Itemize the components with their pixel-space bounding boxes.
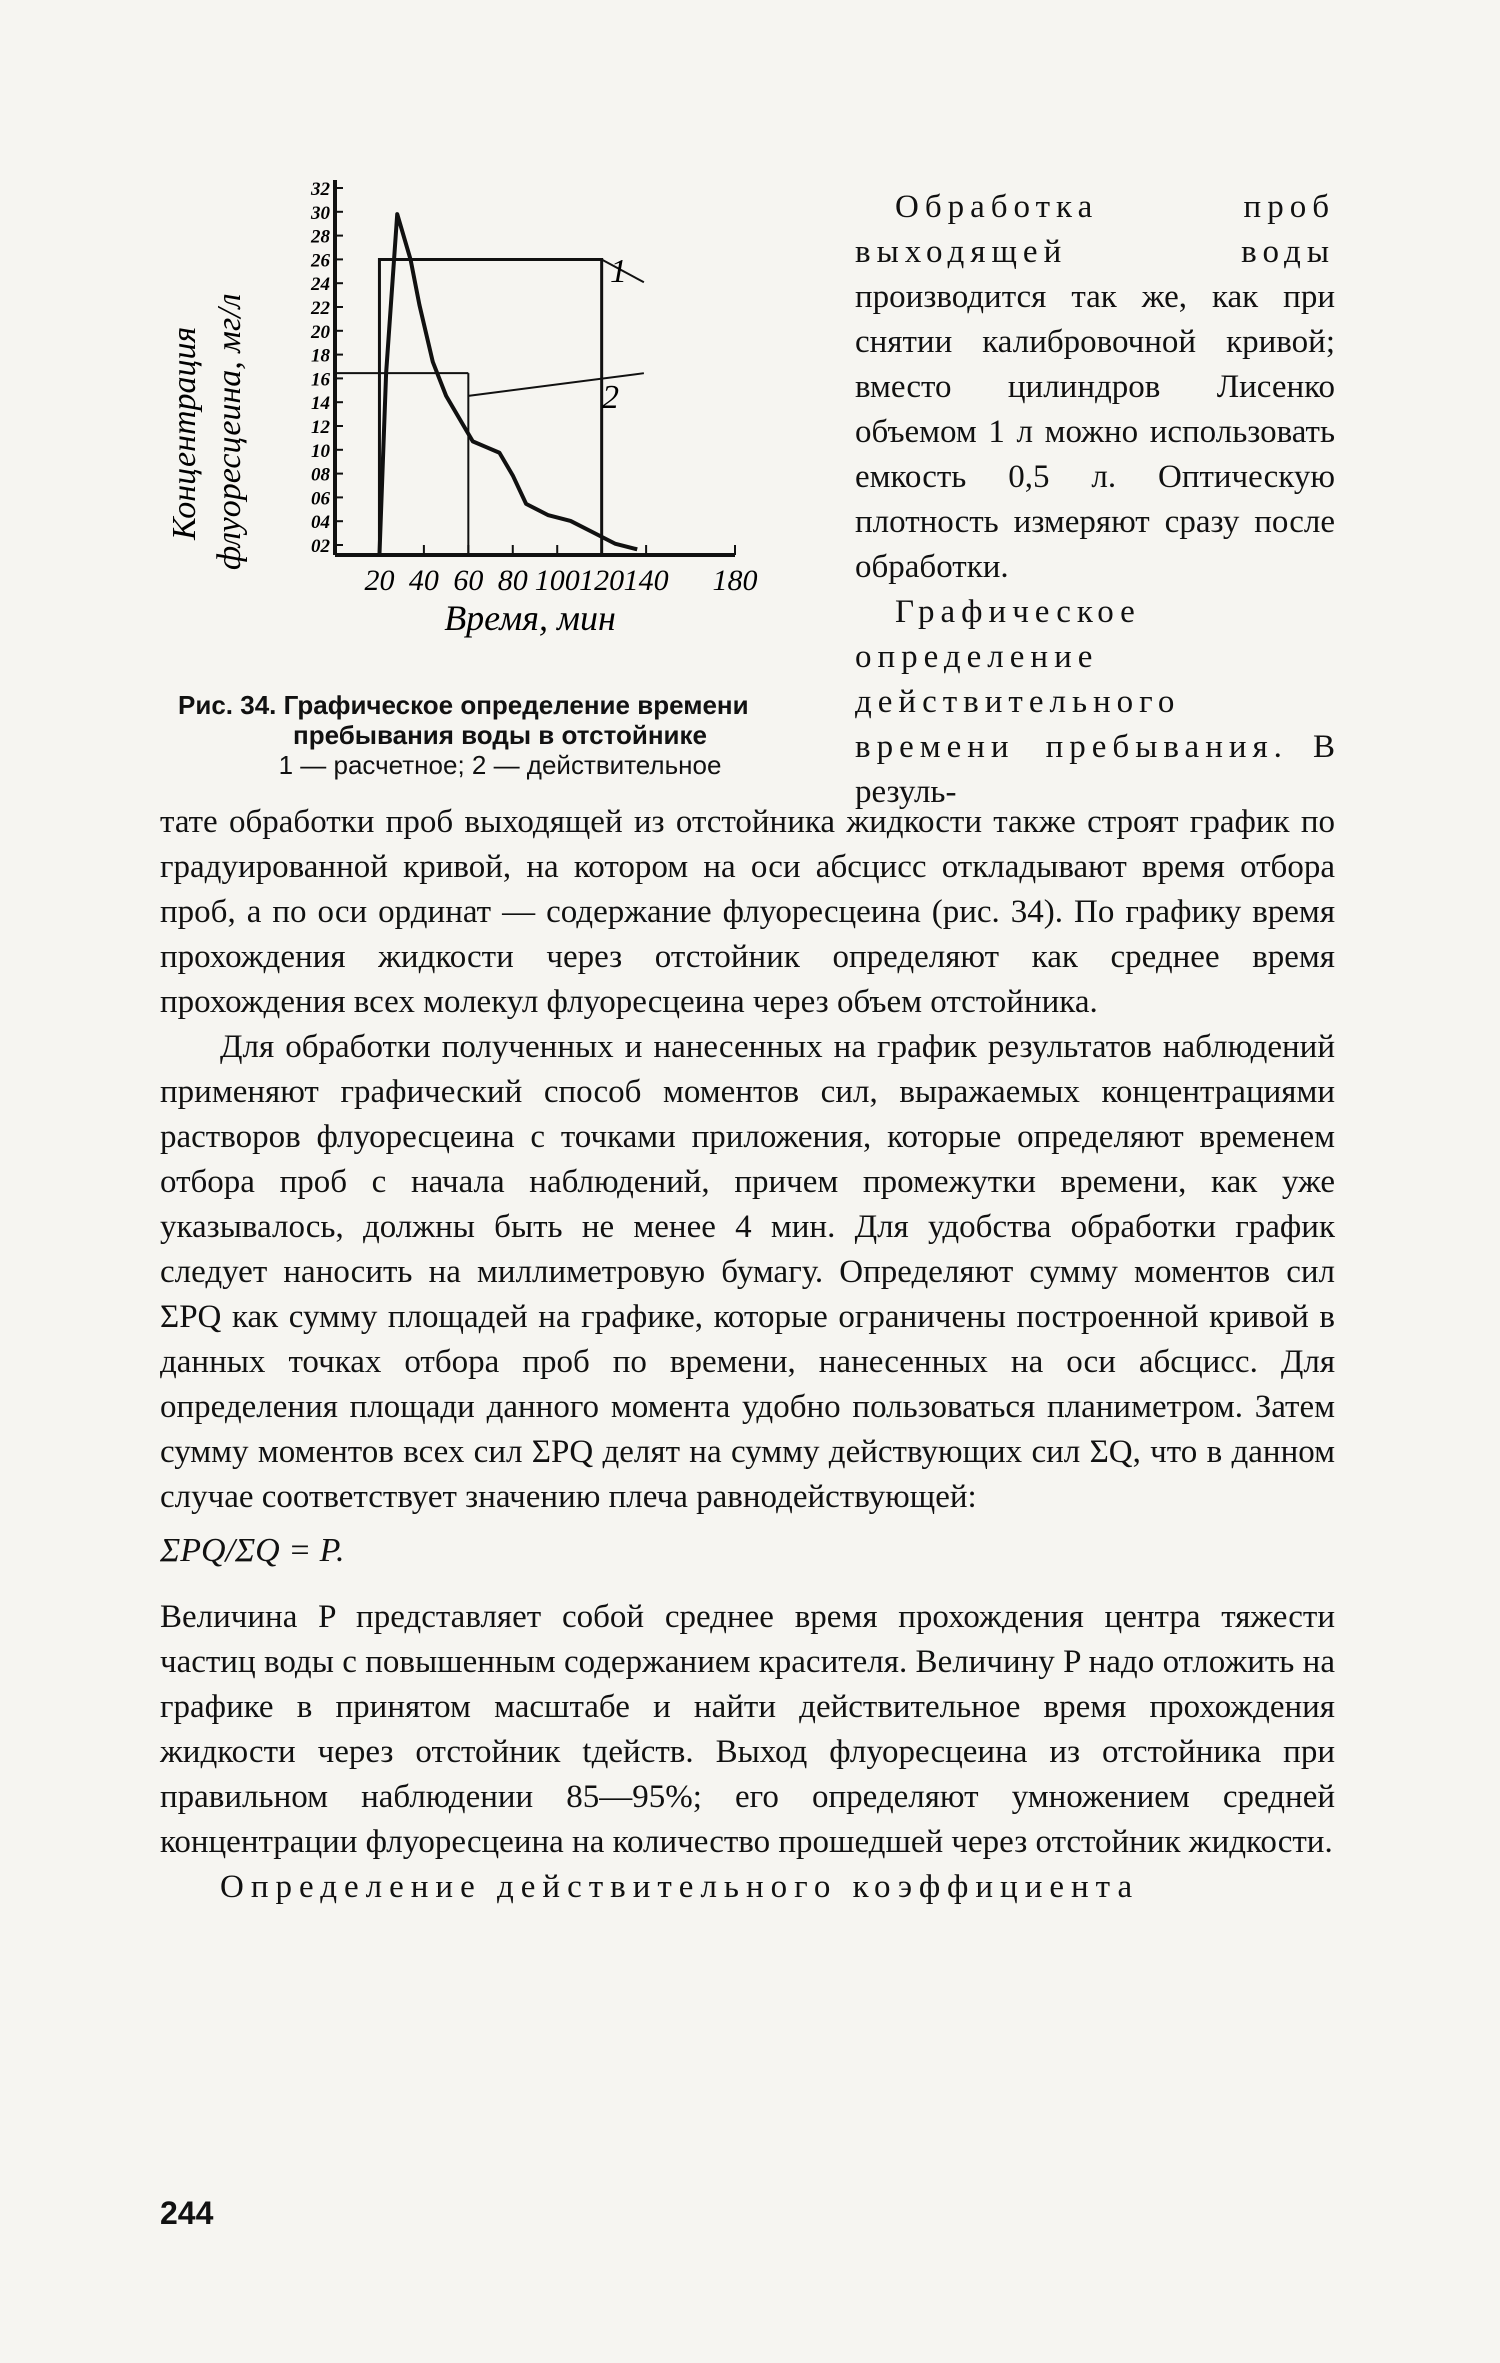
x-tick-label: 120 — [579, 564, 625, 597]
y-tick-label: 02 — [311, 536, 330, 557]
x-tick-label: 180 — [712, 564, 758, 597]
x-tick-label: 100 — [534, 564, 580, 597]
side-paragraph-1 — [855, 185, 1335, 590]
side-paragraph-1-lead: Обработка проб выходящей воды — [855, 189, 1335, 270]
section-heading-residence-time: Графическое определение действительного времени пребывания. — [855, 594, 1288, 765]
caption-line-2: пребывания воды в отстойнике — [293, 720, 707, 750]
y-tick-label: 18 — [311, 345, 330, 367]
figure-caption — [160, 690, 840, 780]
y-tick-label: 04 — [311, 512, 330, 534]
side-paragraph-2-body: В резуль- — [855, 729, 1335, 810]
side-paragraph-1-body: производится так же, как при снятии калибровочной кривой; вместо цилиндров Лисенко объемом 1 л можно использовать емкость 0,5 л. Оптическую плотность измеряют сразу после обработки. — [855, 279, 1335, 585]
series-1-calculated — [379, 260, 601, 555]
y-tick-label: 08 — [311, 464, 330, 486]
y-tick-label: 20 — [311, 321, 330, 343]
x-tick-label: 140 — [623, 564, 669, 597]
y-tick-label: 26 — [311, 250, 330, 272]
x-axis-title: Время, мин — [444, 598, 616, 638]
caption-line-3: 1 — расчетное; 2 — действительное — [278, 750, 722, 780]
figure-34 — [140, 150, 840, 790]
y-tick-label: 30 — [311, 202, 330, 224]
y-tick-label: 28 — [311, 226, 330, 248]
y-tick-labels — [310, 179, 331, 557]
y-tick-label: 32 — [311, 179, 330, 200]
caption-line-1: Рис. 34. Графическое определение времени — [178, 690, 749, 720]
y-tick-label: 24 — [311, 274, 330, 296]
page-number: 244 — [160, 2195, 214, 2231]
concentration-chart — [140, 150, 840, 710]
x-tick-label: 60 — [453, 564, 484, 597]
y-axis-label-line2: флуоресцеина, мг/л — [211, 293, 248, 570]
body-paragraph-3: Величина P представляет собой среднее время прохождения центра тяжести частиц воды с повышенным содержанием красителя. Величину P надо отложить на графике в принятом масштабе и найти действительное время прохождения жидкости через отстойник tдейств. Выход флуоресцеина из отстойника при правильном наблюдении 85—95%; его определяют умножением средней концентрации флуоресцеина на количество прошедшей через отстойник жидкости. — [160, 1599, 1335, 1860]
x-tick-label: 80 — [497, 564, 528, 597]
formula: ΣPQ/ΣQ = P. — [160, 1532, 345, 1569]
y-tick-label: 16 — [311, 369, 330, 391]
y-tick-label: 12 — [311, 417, 330, 438]
y-axis-label-line1: Концентрация — [166, 326, 203, 540]
chart-series — [335, 214, 644, 555]
series-2-actual — [379, 214, 637, 555]
body-paragraph-2: Для обработки полученных и нанесенных на график результатов наблюдений применяют графический способ моментов сил, выражаемых концентрациями растворов флуоресцеина с точками приложения, которые определяют временем отбора проб с начала наблюдений, причем промежутки времени, как уже указывалось, должны быть не менее 4 мин. Для удобства обработки график следует наносить на миллиметровую бумагу. Определяют сумму моментов сил ΣPQ как сумму площадей на графике, которые ограничены построенной кривой в данных точках отбора проб по времени, нанесенных на оси абсцисс. Для определения площади данного момента удобно пользоваться планиметром. Затем сумму моментов всех сил ΣPQ делят на сумму действующих сил ΣQ, что в данном случае соответствует значению плеча равнодействующей: — [160, 1029, 1335, 1515]
side-paragraph-2 — [855, 590, 1335, 815]
y-tick-label: 10 — [311, 440, 330, 462]
y-tick-label: 06 — [311, 488, 330, 510]
next-section-heading: Определение действительного коэффициента — [220, 1869, 1140, 1905]
main-text — [160, 800, 1335, 1910]
x-tick-label: 20 — [364, 564, 395, 597]
y-tick-label: 22 — [311, 298, 330, 319]
curve-label-1: 1 — [610, 253, 627, 290]
x-tick-label: 40 — [408, 564, 439, 597]
body-paragraph-1: тате обработки проб выходящей из отстойника жидкости также строят график по градуированной кривой, на котором на оси абсцисс откладывают время отбора проб, а по оси ординат — содержание флуоресцеина (рис. 34). По графику время прохождения жидкости через отстойник определяют как среднее время прохождения всех молекул флуоресцеина через объем отстойника. — [160, 804, 1335, 1020]
x-tick-labels — [364, 564, 757, 597]
curve-label-2: 2 — [602, 379, 619, 416]
side-column — [855, 185, 1335, 815]
y-tick-label: 14 — [311, 393, 330, 415]
